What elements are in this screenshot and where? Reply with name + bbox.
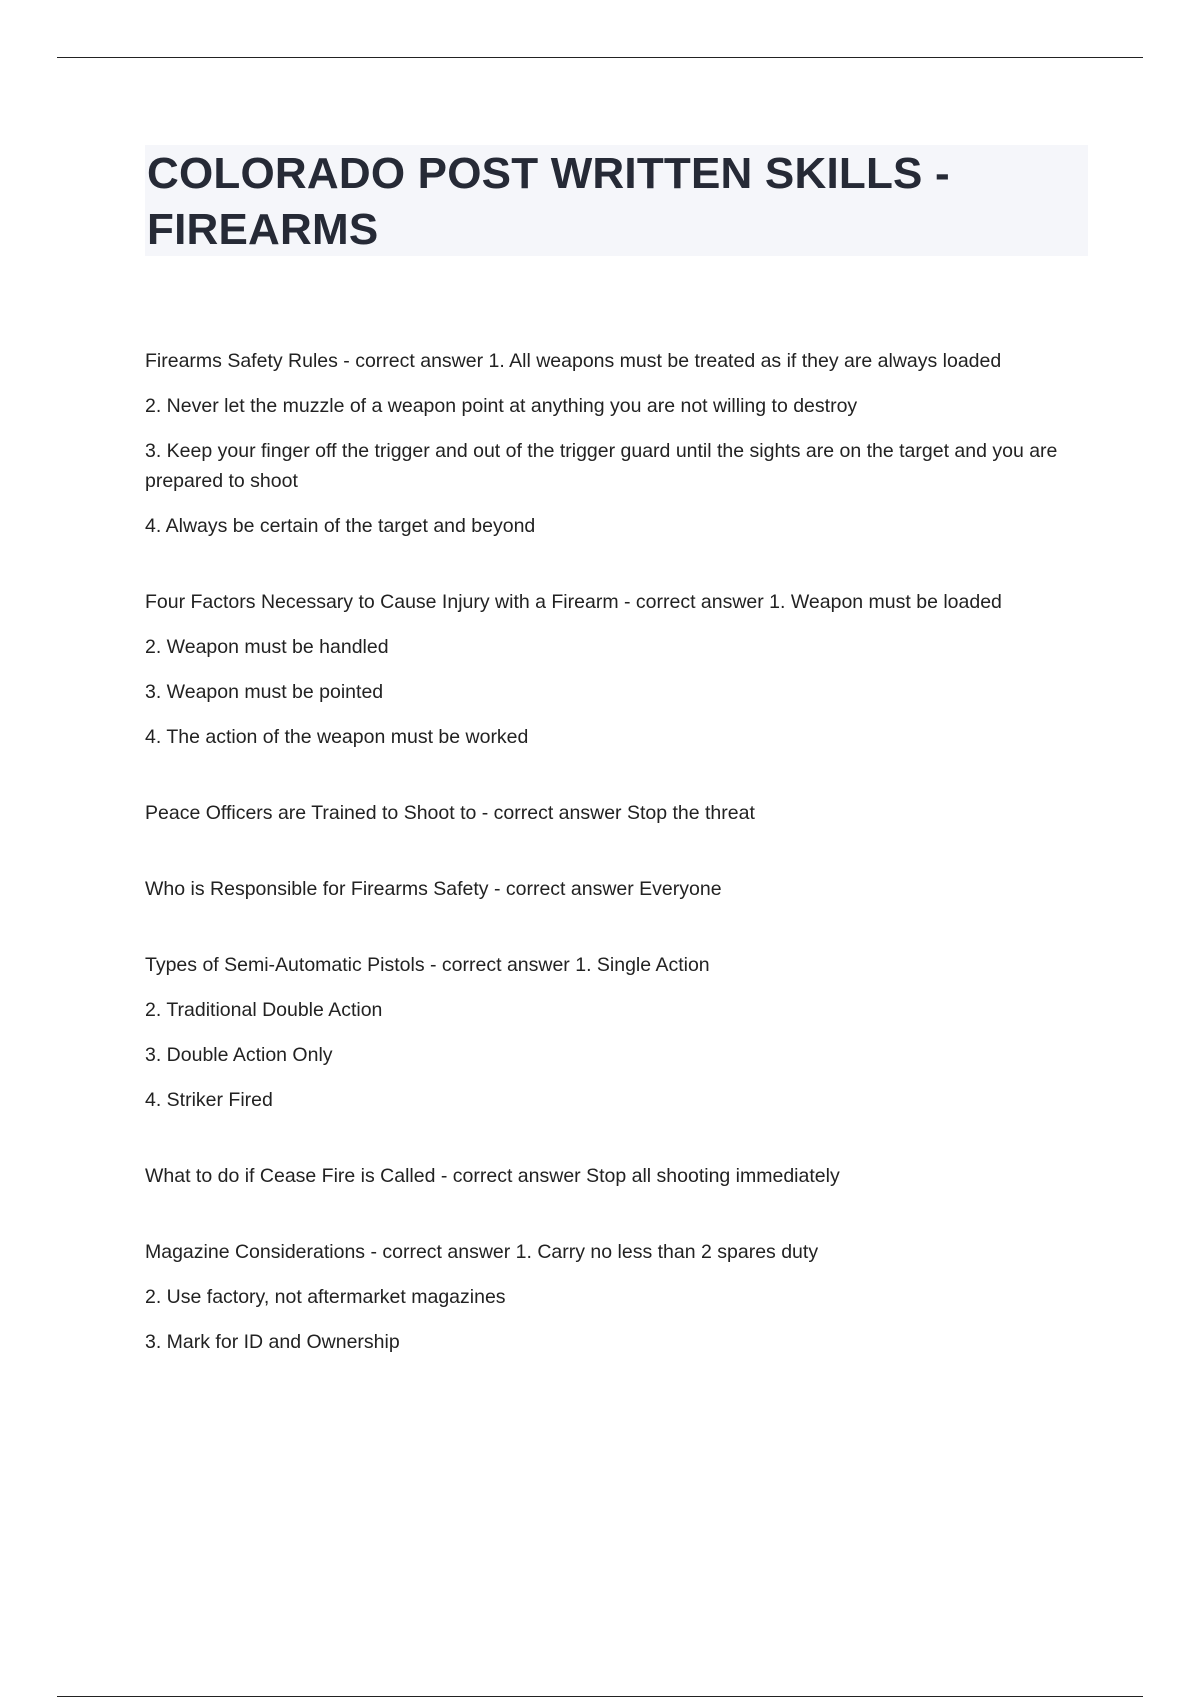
card-line: Firearms Safety Rules - correct answer 1. All weapons must be treated as if they are always loaded [145, 350, 1002, 372]
flashcard-four-factors [145, 587, 1080, 752]
card-line: 2. Traditional Double Action [145, 999, 383, 1021]
card-line: 3. Double Action Only [145, 1044, 333, 1066]
flashcard-semi-auto-types [145, 950, 1080, 1115]
card-line: 3. Keep your finger off the trigger and out of the trigger guard until the sights are on the target and you are prepared to shoot [145, 440, 1058, 492]
flashcard-cease-fire [145, 1161, 1080, 1191]
card-line: Types of Semi-Automatic Pistols - correct answer 1. Single Action [145, 954, 710, 976]
bottom-rule [57, 1696, 1143, 1697]
flashcard-magazine-considerations [145, 1237, 1080, 1357]
card-line: Who is Responsible for Firearms Safety - correct answer Everyone [145, 878, 722, 900]
card-line: 2. Never let the muzzle of a weapon point at anything you are not willing to destroy [145, 395, 858, 417]
title-block [145, 145, 1088, 256]
card-line: 2. Weapon must be handled [145, 636, 389, 658]
document-title: COLORADO POST WRITTEN SKILLS - FIREARMS [147, 149, 950, 254]
card-line: 4. The action of the weapon must be worked [145, 726, 529, 748]
card-line: 4. Striker Fired [145, 1089, 273, 1111]
card-line: Magazine Considerations - correct answer 1. Carry no less than 2 spares duty [145, 1241, 819, 1263]
card-line: Peace Officers are Trained to Shoot to - correct answer Stop the threat [145, 802, 755, 824]
card-line: What to do if Cease Fire is Called - correct answer Stop all shooting immediately [145, 1165, 840, 1187]
flashcard-responsible-safety [145, 874, 1080, 904]
card-line: 3. Weapon must be pointed [145, 681, 384, 703]
flashcard-list [145, 346, 1080, 1403]
flashcard-firearms-safety-rules [145, 346, 1080, 541]
card-line: 3. Mark for ID and Ownership [145, 1331, 400, 1353]
card-line: 2. Use factory, not aftermarket magazines [145, 1286, 506, 1308]
card-line: Four Factors Necessary to Cause Injury with a Firearm - correct answer 1. Weapon must be loaded [145, 591, 1002, 613]
top-rule [57, 57, 1143, 58]
card-line: 4. Always be certain of the target and beyond [145, 515, 536, 537]
flashcard-trained-to-shoot [145, 798, 1080, 828]
